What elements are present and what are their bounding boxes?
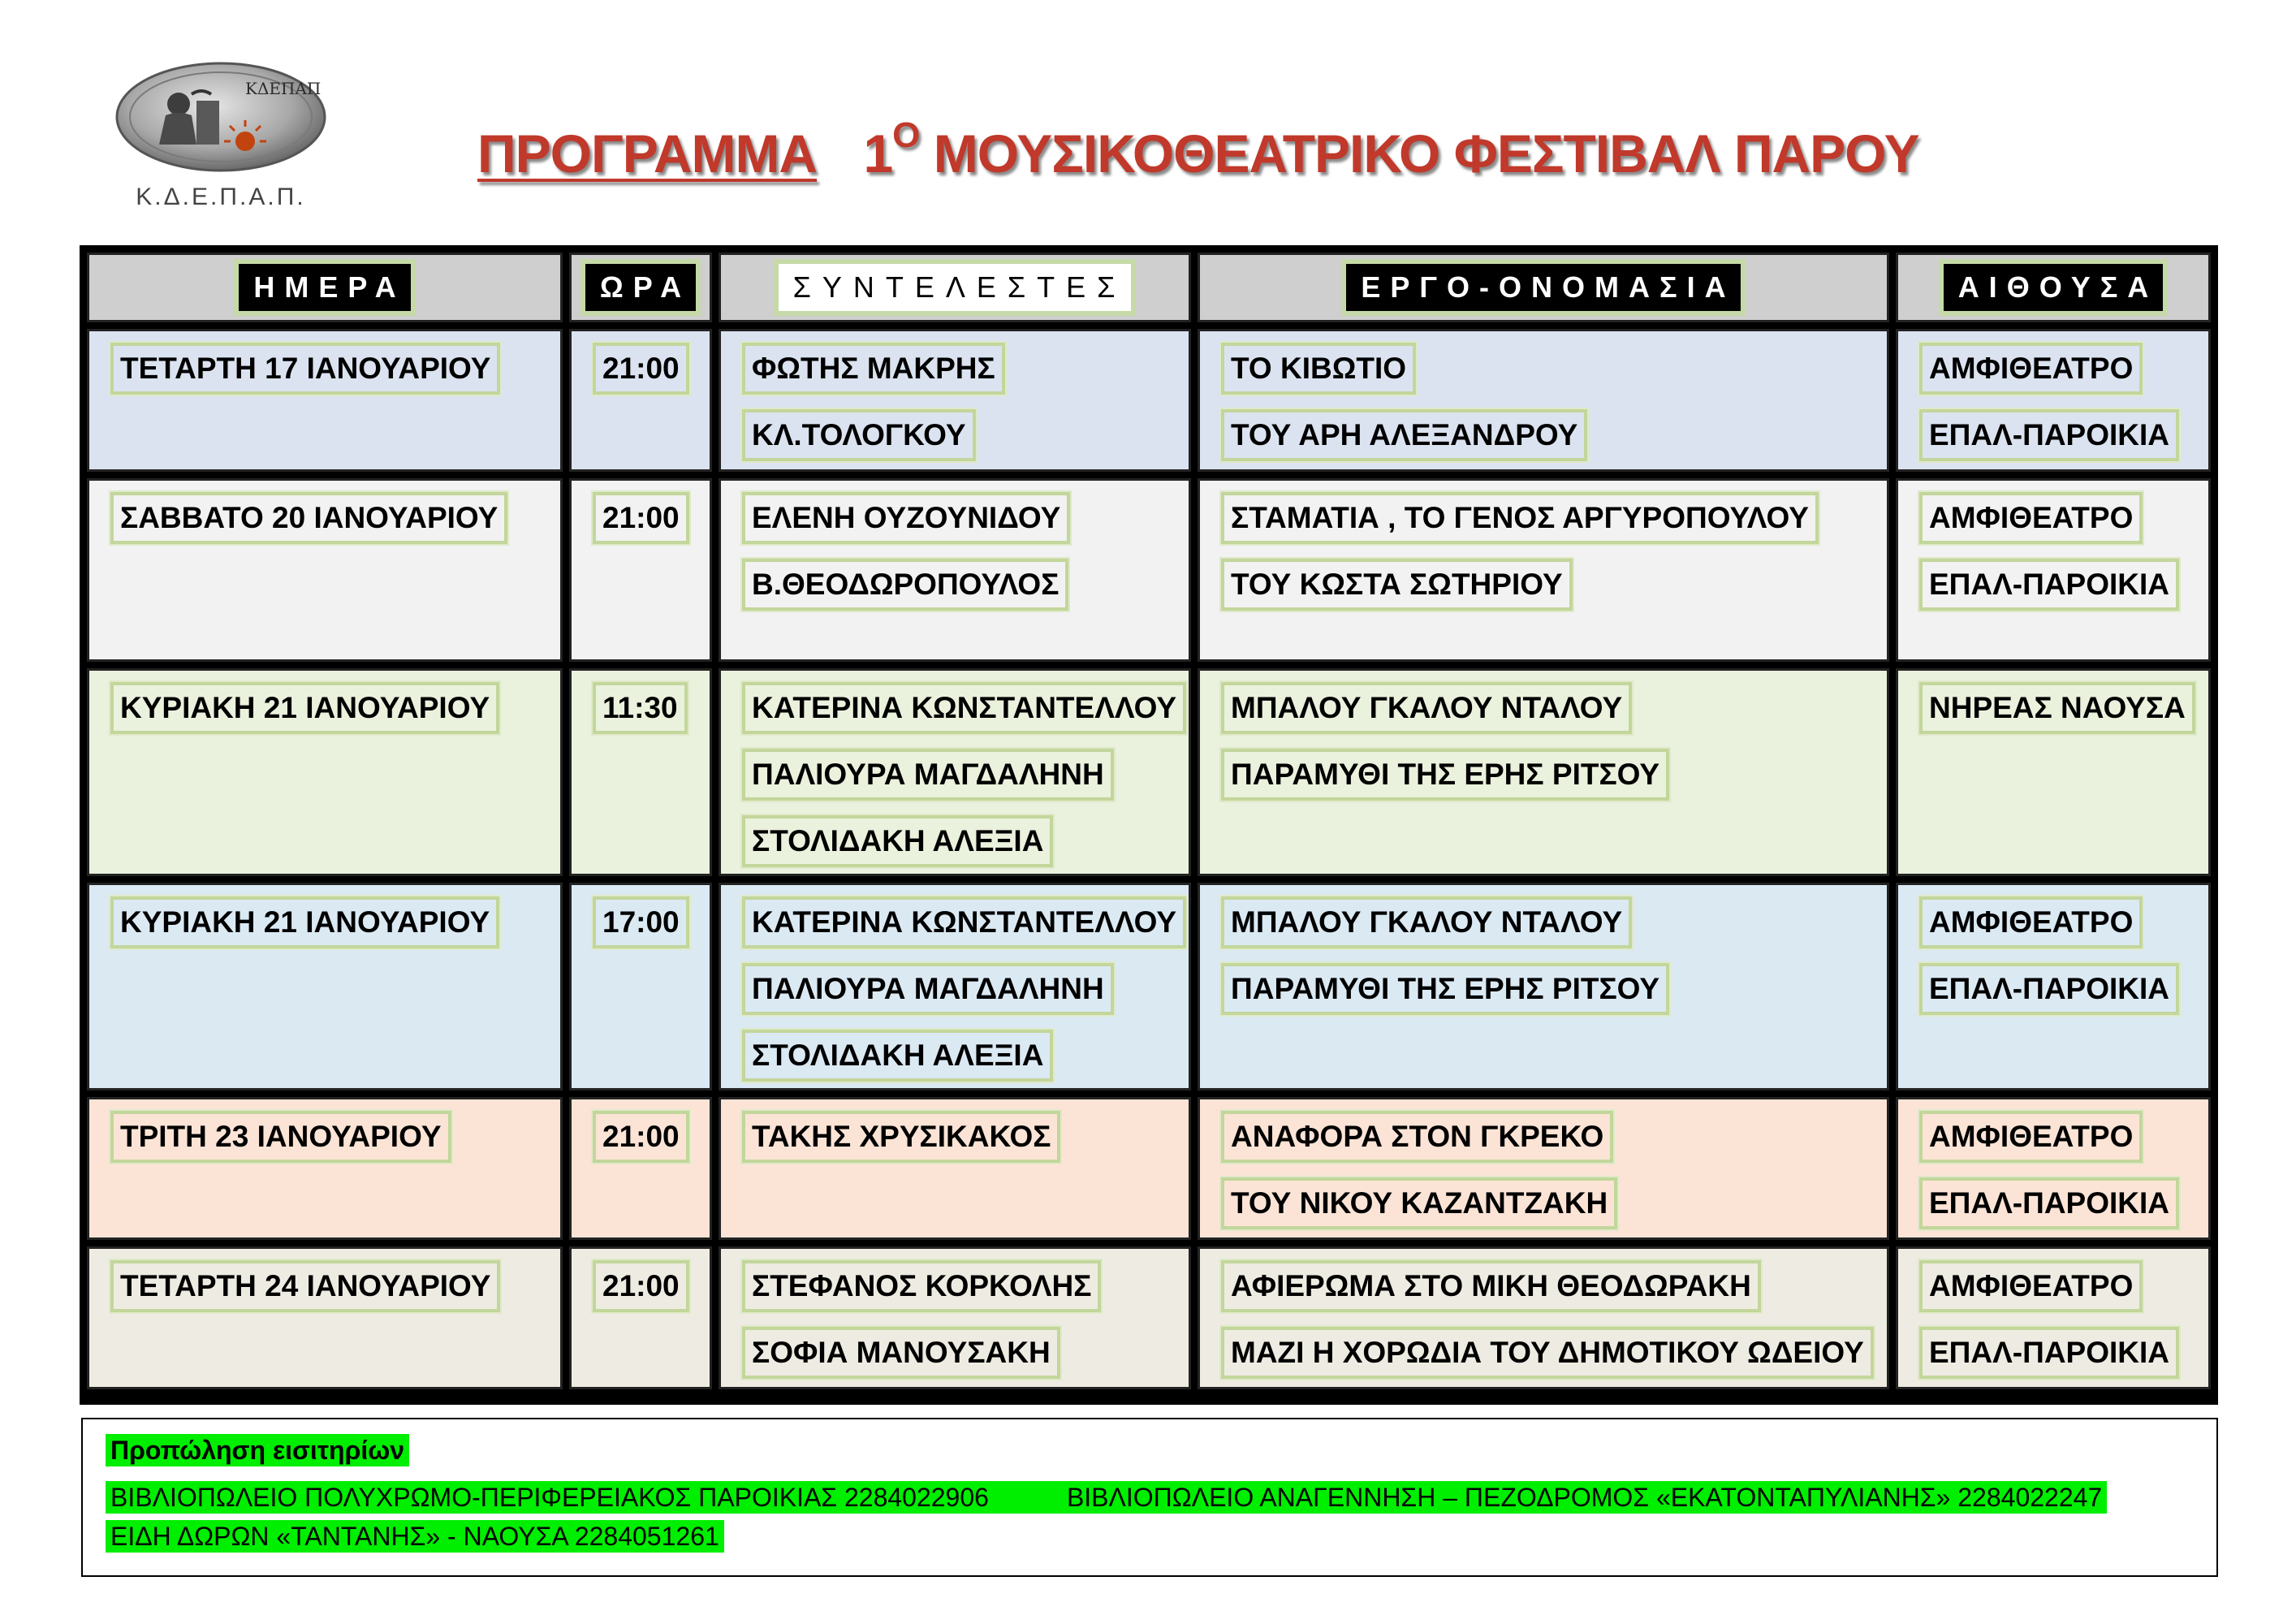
table-row [87, 1246, 2211, 1389]
day-text: ΚΥΡΙΑΚΗ 21 ΙΑΝΟΥΑΡΙΟΥ [110, 682, 499, 734]
work-title: ΤΟΥ ΝΙΚΟΥ ΚΑΖΑΝΤΖΑΚΗ [1221, 1177, 1617, 1229]
crew-name: ΚΛ.ΤΟΛΟΓΚΟΥ [742, 409, 976, 461]
hall-name: ΕΠΑΛ-ΠΑΡΟΙΚΙΑ [1919, 963, 2179, 1015]
header-crew-label: ΣΥΝΤΕΛΕΣΤΕΣ [779, 264, 1132, 311]
crew-cell [719, 478, 1191, 662]
time-text: 21:00 [593, 492, 689, 544]
title-main: ΠΡΟΓΡΑΜΜΑ [477, 123, 818, 184]
header-time-label: ΩΡΑ [585, 264, 696, 311]
day-cell [87, 668, 563, 876]
work-cell [1198, 668, 1889, 876]
hall-name: ΑΜΦΙΘΕΑΤΡΟ [1919, 492, 2143, 544]
work-title: ΣΤΑΜΑΤΙΑ , ΤΟ ΓΕΝΟΣ ΑΡΓΥΡΟΠΟΥΛΟΥ [1221, 492, 1819, 544]
table-row [87, 329, 2211, 472]
hall-cell [1896, 1097, 2211, 1240]
ticket-presale-box [81, 1418, 2218, 1577]
title-rest: ΜΟΥΣΙΚΟΘΕΑΤΡΙΚΟ ΦΕΣΤΙΒΑΛ ΠΑΡΟΥ [933, 123, 1919, 184]
hall-name: ΕΠΑΛ-ΠΑΡΟΙΚΙΑ [1919, 1177, 2179, 1229]
work-title: ΜΑΖΙ Η ΧΟΡΩΔΙΑ ΤΟΥ ΔΗΜΟΤΙΚΟΥ ΩΔΕΙΟΥ [1221, 1327, 1874, 1379]
time-cell [569, 1246, 712, 1389]
crew-cell [719, 329, 1191, 472]
presale-title: Προπώληση εισιτηρίων [106, 1434, 409, 1466]
header-time [569, 253, 712, 322]
header-hall-label: ΑΙΘΟΥΣΑ [1944, 264, 2164, 311]
crew-name: ΠΑΛΙΟΥΡΑ ΜΑΓΔΑΛΗΝΗ [742, 963, 1114, 1015]
coin-emblem-icon [107, 62, 334, 216]
time-cell [569, 883, 712, 1091]
time-cell [569, 478, 712, 662]
hall-name: ΕΠΑΛ-ΠΑΡΟΙΚΙΑ [1919, 559, 2179, 611]
title-superscript: Ο [892, 115, 920, 155]
hall-name: ΑΜΦΙΘΕΑΤΡΟ [1919, 1111, 2143, 1163]
hall-name: ΕΠΑΛ-ΠΑΡΟΙΚΙΑ [1919, 409, 2179, 461]
hall-name: ΑΜΦΙΘΕΑΤΡΟ [1919, 896, 2143, 948]
crew-cell [719, 1097, 1191, 1240]
time-text: 11:30 [593, 682, 688, 734]
table-row [87, 883, 2211, 1091]
crew-name: ΣΤΟΛΙΔΑΚΗ ΑΛΕΞΙΑ [742, 1030, 1053, 1082]
day-cell [87, 883, 563, 1091]
work-title: ΠΑΡΑΜΥΘΙ ΤΗΣ ΕΡΗΣ ΡΙΤΣΟΥ [1221, 963, 1669, 1015]
hall-cell [1896, 1246, 2211, 1389]
crew-name: ΠΑΛΙΟΥΡΑ ΜΑΓΔΑΛΗΝΗ [742, 749, 1114, 801]
crew-name: ΦΩΤΗΣ ΜΑΚΡΗΣ [742, 343, 1005, 395]
work-cell [1198, 329, 1889, 472]
page-title [477, 115, 1919, 184]
title-number [863, 115, 920, 184]
day-cell [87, 329, 563, 472]
header-day-label: ΗΜΕΡΑ [239, 264, 410, 311]
presale-shop: ΒΙΒΛΙΟΠΩΛΕΙΟ ΑΝΑΓΕΝΝΗΣΗ – ΠΕΖΟΔΡΟΜΟΣ «ΕΚΑΤΟΝΤΑΠΥΛΙΑΝΗΣ» 2284022247 [1066, 1483, 2103, 1512]
header-work-label: ΕΡΓΟ-ΟΝΟΜΑΣΙΑ [1346, 264, 1740, 311]
kdepap-logo [107, 62, 334, 216]
crew-name: ΤΑΚΗΣ ΧΡΥΣΙΚΑΚΟΣ [742, 1111, 1060, 1163]
title-number-digit: 1 [863, 123, 893, 184]
hall-name: ΑΜΦΙΘΕΑΤΡΟ [1919, 343, 2143, 395]
presale-line [106, 1481, 2107, 1514]
header-hall [1896, 253, 2211, 322]
time-text: 21:00 [593, 1260, 689, 1312]
crew-name: ΕΛΕΝΗ ΟΥΖΟΥΝΙΔΟΥ [742, 492, 1070, 544]
hall-name: ΑΜΦΙΘΕΑΤΡΟ [1919, 1260, 2143, 1312]
header-work [1198, 253, 1889, 322]
work-cell [1198, 1097, 1889, 1240]
presale-shop: ΕΙΔΗ ΔΩΡΩΝ «ΤΑΝΤΑΝΗΣ» - ΝΑΟΥΣΑ 2284051261 [106, 1520, 724, 1553]
work-cell [1198, 1246, 1889, 1389]
header-crew [719, 253, 1191, 322]
time-text: 21:00 [593, 343, 689, 395]
work-cell [1198, 883, 1889, 1091]
table-row [87, 1097, 2211, 1240]
coin-lettering: ΚΔΕΠΑΠ [245, 79, 322, 98]
crew-name: ΚΑΤΕΡΙΝΑ ΚΩΝΣΤΑΝΤΕΛΛΟΥ [742, 896, 1186, 948]
day-cell [87, 1097, 563, 1240]
table-row [87, 668, 2211, 876]
day-text: ΤΡΙΤΗ 23 ΙΑΝΟΥΑΡΙΟΥ [110, 1111, 451, 1163]
crew-name: ΚΑΤΕΡΙΝΑ ΚΩΝΣΤΑΝΤΕΛΛΟΥ [742, 682, 1186, 734]
hall-name: ΕΠΑΛ-ΠΑΡΟΙΚΙΑ [1919, 1327, 2179, 1379]
presale-shop: ΒΙΒΛΙΟΠΩΛΕΙΟ ΠΟΛΥΧΡΩΜΟ-ΠΕΡΙΦΕΡΕΙΑΚΟΣ ΠΑΡΟΙΚΙΑΣ 2284022906 [110, 1483, 989, 1512]
crew-name: ΣΤΕΦΑΝΟΣ ΚΟΡΚΟΛΗΣ [742, 1260, 1101, 1312]
hall-cell [1896, 668, 2211, 876]
hall-name: ΝΗΡΕΑΣ ΝΑΟΥΣΑ [1919, 682, 2195, 734]
day-text: ΚΥΡΙΑΚΗ 21 ΙΑΝΟΥΑΡΙΟΥ [110, 896, 499, 948]
hall-cell [1896, 883, 2211, 1091]
day-text: ΣΑΒΒΑΤΟ 20 ΙΑΝΟΥΑΡΙΟΥ [110, 492, 507, 544]
time-cell [569, 668, 712, 876]
time-cell [569, 1097, 712, 1240]
crew-name: Β.ΘΕΟΔΩΡΟΠΟΥΛΟΣ [742, 559, 1068, 611]
header-day [87, 253, 563, 322]
table-header-row [87, 253, 2211, 322]
day-text: ΤΕΤΑΡΤΗ 24 ΙΑΝΟΥΑΡΙΟΥ [110, 1260, 500, 1312]
time-cell [569, 329, 712, 472]
hall-cell [1896, 478, 2211, 662]
work-title: ΠΑΡΑΜΥΘΙ ΤΗΣ ΕΡΗΣ ΡΙΤΣΟΥ [1221, 749, 1669, 801]
crew-name: ΣΤΟΛΙΔΑΚΗ ΑΛΕΞΙΑ [742, 815, 1053, 867]
work-title: ΤΟ ΚΙΒΩΤΙΟ [1221, 343, 1416, 395]
day-cell [87, 478, 563, 662]
hall-cell [1896, 329, 2211, 472]
crew-cell [719, 668, 1191, 876]
table-row [87, 478, 2211, 662]
logo-caption: Κ.Δ.Ε.Π.Α.Π. [136, 184, 306, 210]
schedule-table [80, 245, 2218, 1405]
work-title: ΑΦΙΕΡΩΜΑ ΣΤΟ ΜΙΚΗ ΘΕΟΔΩΡΑΚΗ [1221, 1260, 1761, 1312]
work-cell [1198, 478, 1889, 662]
time-text: 17:00 [593, 896, 689, 948]
crew-name: ΣΟΦΙΑ ΜΑΝΟΥΣΑΚΗ [742, 1327, 1060, 1379]
work-title: ΜΠΑΛΟΥ ΓΚΑΛΟΥ ΝΤΑΛΟΥ [1221, 896, 1632, 948]
time-text: 21:00 [593, 1111, 689, 1163]
day-cell [87, 1246, 563, 1389]
crew-cell [719, 1246, 1191, 1389]
day-text: ΤΕΤΑΡΤΗ 17 ΙΑΝΟΥΑΡΙΟΥ [110, 343, 500, 395]
work-title: ΤΟΥ ΚΩΣΤΑ ΣΩΤΗΡΙΟΥ [1221, 559, 1573, 611]
crew-cell [719, 883, 1191, 1091]
work-title: ΑΝΑΦΟΡΑ ΣΤΟΝ ΓΚΡΕΚΟ [1221, 1111, 1613, 1163]
work-title: ΤΟΥ ΑΡΗ ΑΛΕΞΑΝΔΡΟΥ [1221, 409, 1587, 461]
work-title: ΜΠΑΛΟΥ ΓΚΑΛΟΥ ΝΤΑΛΟΥ [1221, 682, 1632, 734]
